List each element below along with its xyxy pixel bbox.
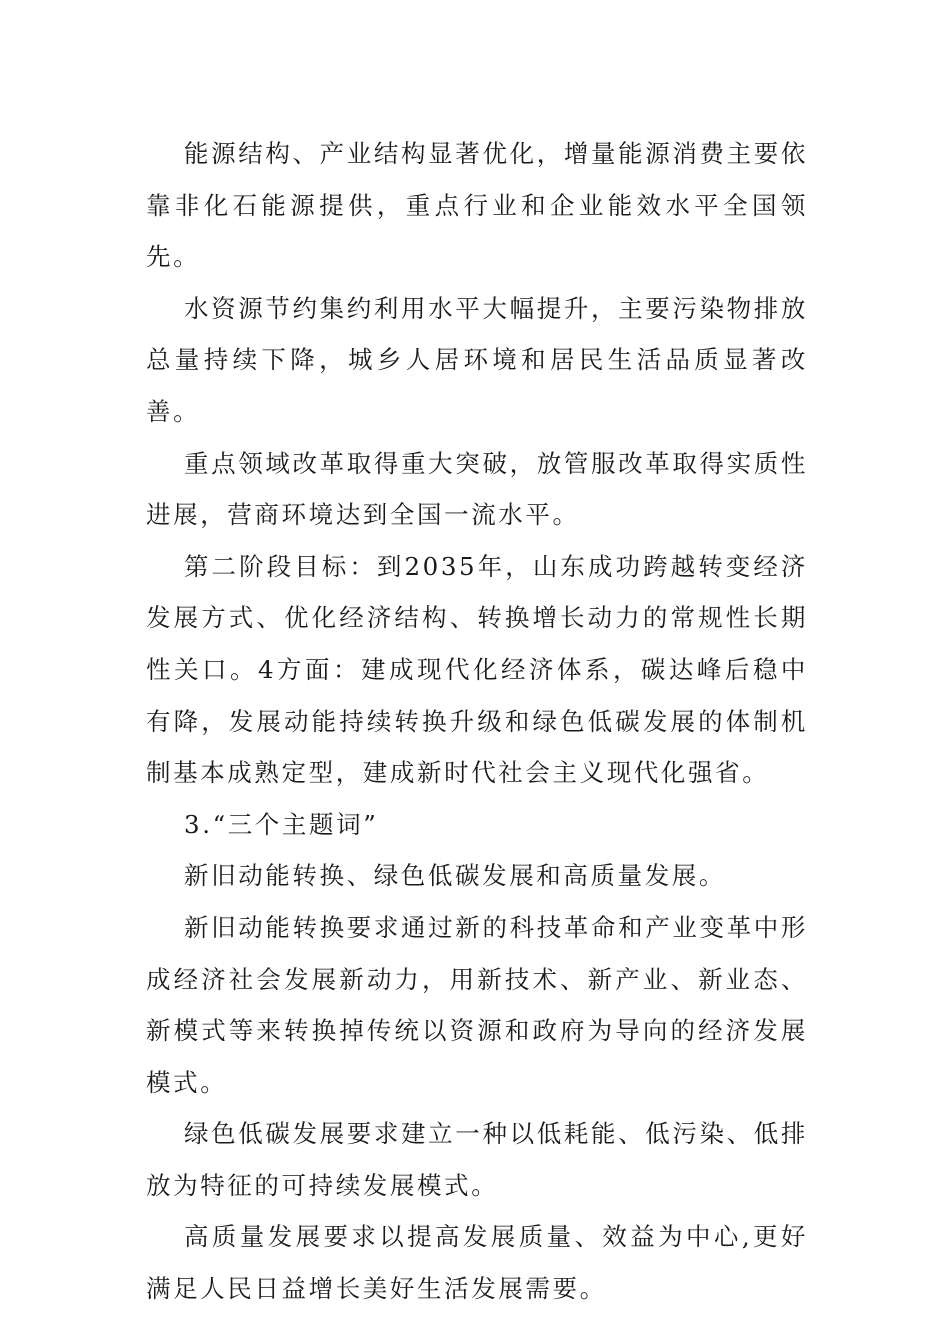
- paragraph-water-resources: 水资源节约集约利用水平大幅提升，主要污染物排放总量持续下降，城乡人居环境和居民生活品质显著改善。: [146, 293, 808, 426]
- paragraph-energy-structure: 能源结构、产业结构显著优化，增量能源消费主要依靠非化石能源提供，重点行业和企业能效水平全国领先。: [146, 139, 808, 272]
- paragraph-keywords-summary: 新旧动能转换、绿色低碳发展和高质量发展。: [184, 861, 726, 891]
- paragraph-reform: 重点领域改革取得重大突破，放管服改革取得实质性进展，营商环境达到全国一流水平。: [146, 448, 808, 530]
- paragraph-high-quality-development: 高质量发展要求以提高发展质量、效益为中心,更好满足人民日益增长美好生活发展需要。: [146, 1222, 808, 1304]
- paragraph-kinetic-energy-conversion: 新旧动能转换要求通过新的科技革命和产业变革中形成经济社会发展新动力，用新技术、新产业、新业态、新模式等来转换掉传统以资源和政府为导向的经济发展模式。: [146, 912, 808, 1097]
- document-body: [146, 128, 808, 1315]
- paragraph-green-low-carbon: 绿色低碳发展要求建立一种以低耗能、低污染、低排放为特征的可持续发展模式。: [146, 1119, 808, 1200]
- section-heading-three-keywords: 3.“三个主题词”: [184, 809, 379, 839]
- paragraph-stage-two-goal: 第二阶段目标：到2035年，山东成功跨越转变经济发展方式、优化经济结构、转换增长动力的常规性长期性关口。4方面：建成现代化经济体系，碳达峰后稳中有降，发展动能持续转换升级和绿色低碳发展的体制机制基本成熟定型，建成新时代社会主义现代化强省。: [146, 551, 808, 788]
